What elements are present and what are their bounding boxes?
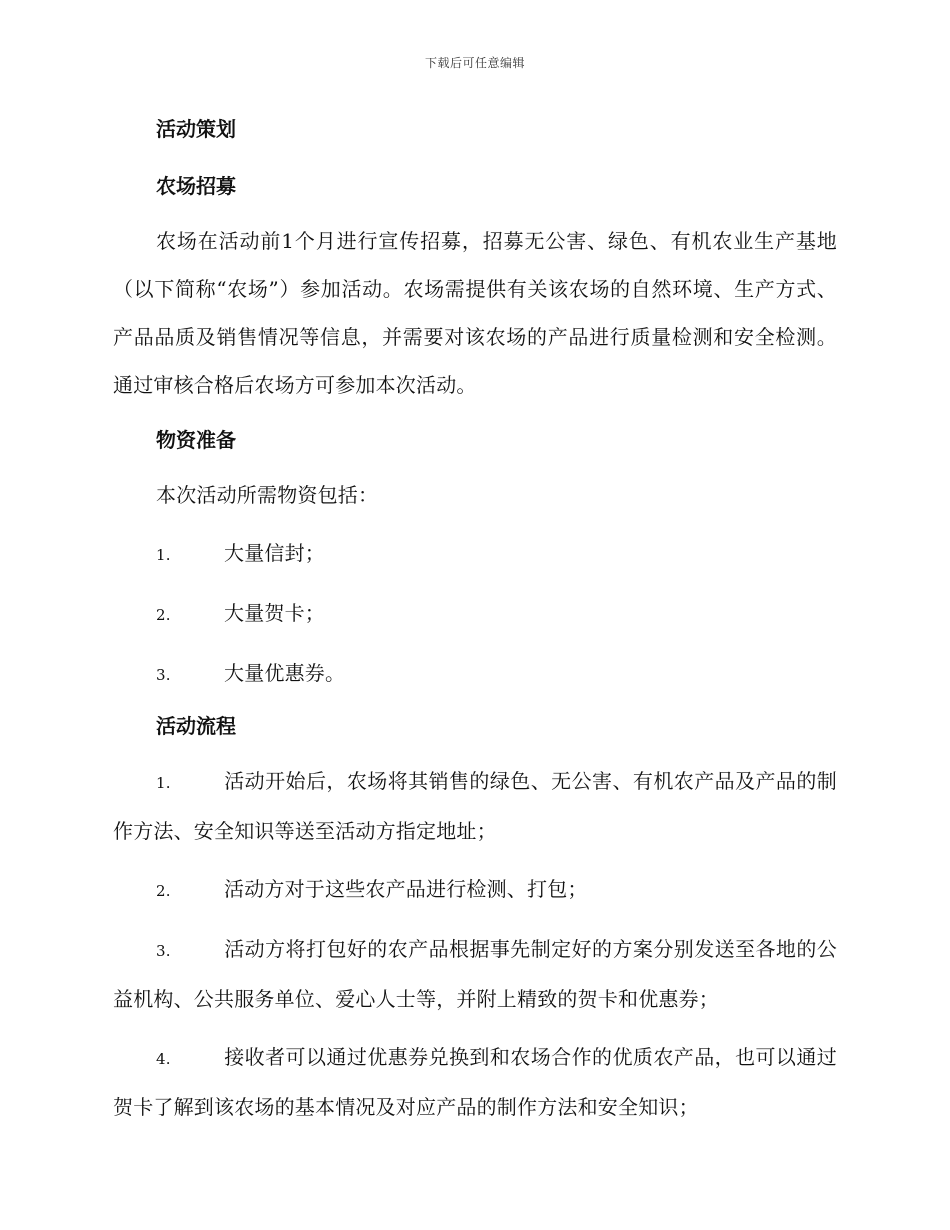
list-number: 3. (156, 942, 171, 960)
list-text: 大量贺卡； (224, 601, 325, 625)
section-heading-process: 活动流程 (156, 714, 236, 738)
list-text: 接收者可以通过优惠券兑换到和农场合作的优质农产品，也可以通过贺卡了解到该农场的基本情况及对应产品的制作方法和安全知识； (113, 1045, 837, 1119)
list-text: 大量信封； (224, 541, 325, 565)
list-number: 4. (156, 1050, 171, 1068)
list-text: 活动方将打包好的农产品根据事先制定好的方案分别发送至各地的公益机构、公共服务单位、爱心人士等，并附上精致的贺卡和优惠券； (113, 937, 837, 1011)
list-item (113, 1033, 837, 1131)
list-number: 1. (156, 774, 171, 792)
list-number: 2. (156, 606, 171, 624)
list-item (113, 529, 837, 579)
list-item (113, 925, 837, 1023)
section-heading-materials: 物资准备 (156, 428, 236, 452)
document-body (113, 112, 837, 1141)
list-number: 1. (156, 546, 171, 564)
list-text: 大量优惠券。 (224, 661, 346, 685)
list-item (113, 649, 837, 699)
list-item (113, 589, 837, 639)
page-header: 下载后可任意编辑 (424, 56, 525, 70)
document-title: 活动策划 (156, 117, 236, 141)
list-number: 2. (156, 882, 171, 900)
list-text: 活动开始后，农场将其销售的绿色、无公害、有机农产品及产品的制作方法、安全知识等送至活动方指定地址； (113, 769, 837, 843)
recruit-paragraph: 农场在活动前1个月进行宣传招募，招募无公害、绿色、有机农业生产基地（以下简称“农场”）参加活动。农场需提供有关该农场的自然环境、生产方式、产品品质及销售情况等信息，并需要对该农场的产品进行质量检测和安全检测。通过审核合格后农场方可参加本次活动。 (113, 229, 837, 397)
materials-intro: 本次活动所需物资包括： (156, 483, 379, 507)
list-text: 活动方对于这些农产品进行检测、打包； (224, 877, 588, 901)
list-item (113, 757, 837, 855)
list-item (113, 865, 837, 915)
list-number: 3. (156, 666, 171, 684)
section-heading-recruit: 农场招募 (156, 174, 236, 198)
